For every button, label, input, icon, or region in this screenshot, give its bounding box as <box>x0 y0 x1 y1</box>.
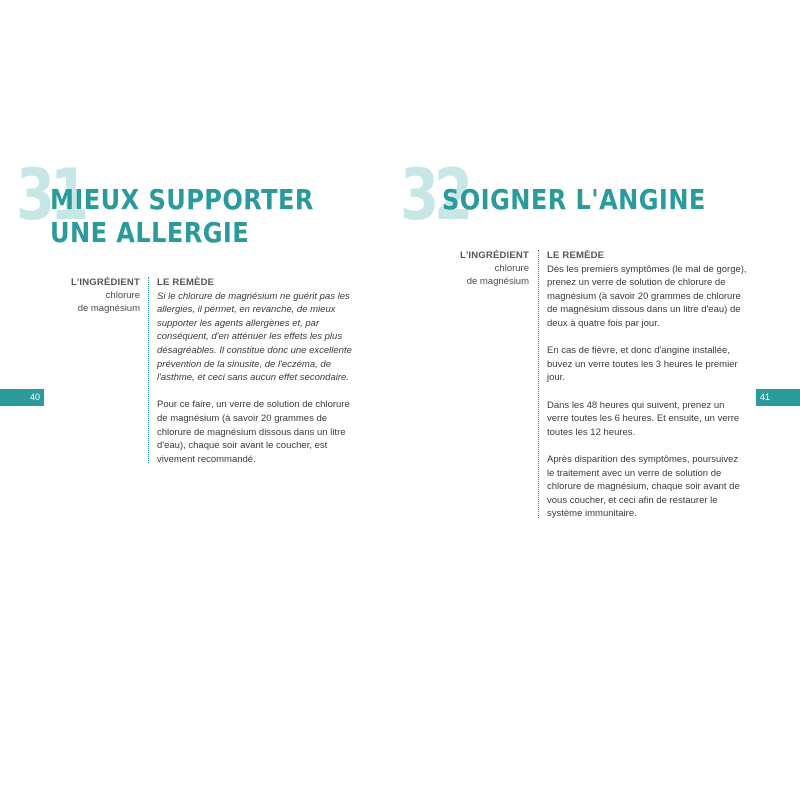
remedy-paragraph: Pour ce faire, un verre de solution de chlorure de magnésium (à savoir 20 grammes de chlorure de magnésium dissous dans un litre d'eau), chaque soir avant le coucher, est vivement recommandé. <box>157 399 350 465</box>
page-folio-tab <box>756 389 800 406</box>
column-divider <box>538 250 539 518</box>
ingredient-line: de magnésium <box>77 303 140 314</box>
recipe-title <box>442 183 706 216</box>
title-line: MIEUX SUPPORTER <box>50 183 314 216</box>
title-line: SOIGNER L'ANGINE <box>442 183 706 216</box>
remedy-heading: LE REMÈDE <box>547 250 605 261</box>
remedy-paragraph: En cas de fièvre, et donc d'angine installée, buvez un verre toutes les 3 heures le premier jour. <box>547 345 738 384</box>
ingredient-line: de magnésium <box>466 276 529 287</box>
column-divider <box>148 277 149 463</box>
recipe-number: 32 <box>400 154 469 236</box>
remedy-paragraph: Dès les premiers symptômes (le mal de gorge), prenez un verre de solution de chlorure de magnésium (à savoir 20 grammes de chlorure de magnésium dissous dans un litre d'eau) de deux à quatre fois par jour. <box>547 263 747 329</box>
remedy-paragraph: Dans les 48 heures qui suivent, prenez un verre toutes les 6 heures. Et ensuite, un verre toutes les 12 heures. <box>547 399 740 438</box>
ingredient-line: chlorure <box>494 263 529 274</box>
remedy-paragraph: Si le chlorure de magnésium ne guérit pas les allergies, il permet, en revanche, de mieux supporter les agents allergènes et, par conséquent, d'en atténuer les effets les plus désagréables. Il constitue donc une excellente prévention de la sinusite, de l'eczéma, de l'asthme, et ceci sans aucun effet secondaire. <box>157 290 352 384</box>
page-number: 40 <box>29 392 40 402</box>
recipe-title <box>50 183 314 249</box>
remedy-block <box>157 276 357 480</box>
title-line: UNE ALLERGIE <box>50 216 250 249</box>
page-folio-tab <box>0 389 44 406</box>
page-number: 41 <box>760 392 771 402</box>
right-page <box>400 0 800 800</box>
ingredient-line: chlorure <box>105 290 140 301</box>
recipe-number: 31 <box>16 154 85 236</box>
ingredient-block <box>0 276 140 315</box>
remedy-block <box>547 249 747 534</box>
ingredient-heading: L'INGRÉDIENT <box>459 250 529 261</box>
remedy-heading: LE REMÈDE <box>157 277 215 288</box>
ingredient-block <box>389 249 529 288</box>
remedy-paragraph: Après disparition des symptômes, poursuivez le traitement avec un verre de solution de chlorure de magnésium, chaque soir avant de vous coucher, et ceci afin de restaurer le système immunitaire. <box>547 453 740 520</box>
ingredient-heading: L'INGRÉDIENT <box>70 277 140 288</box>
